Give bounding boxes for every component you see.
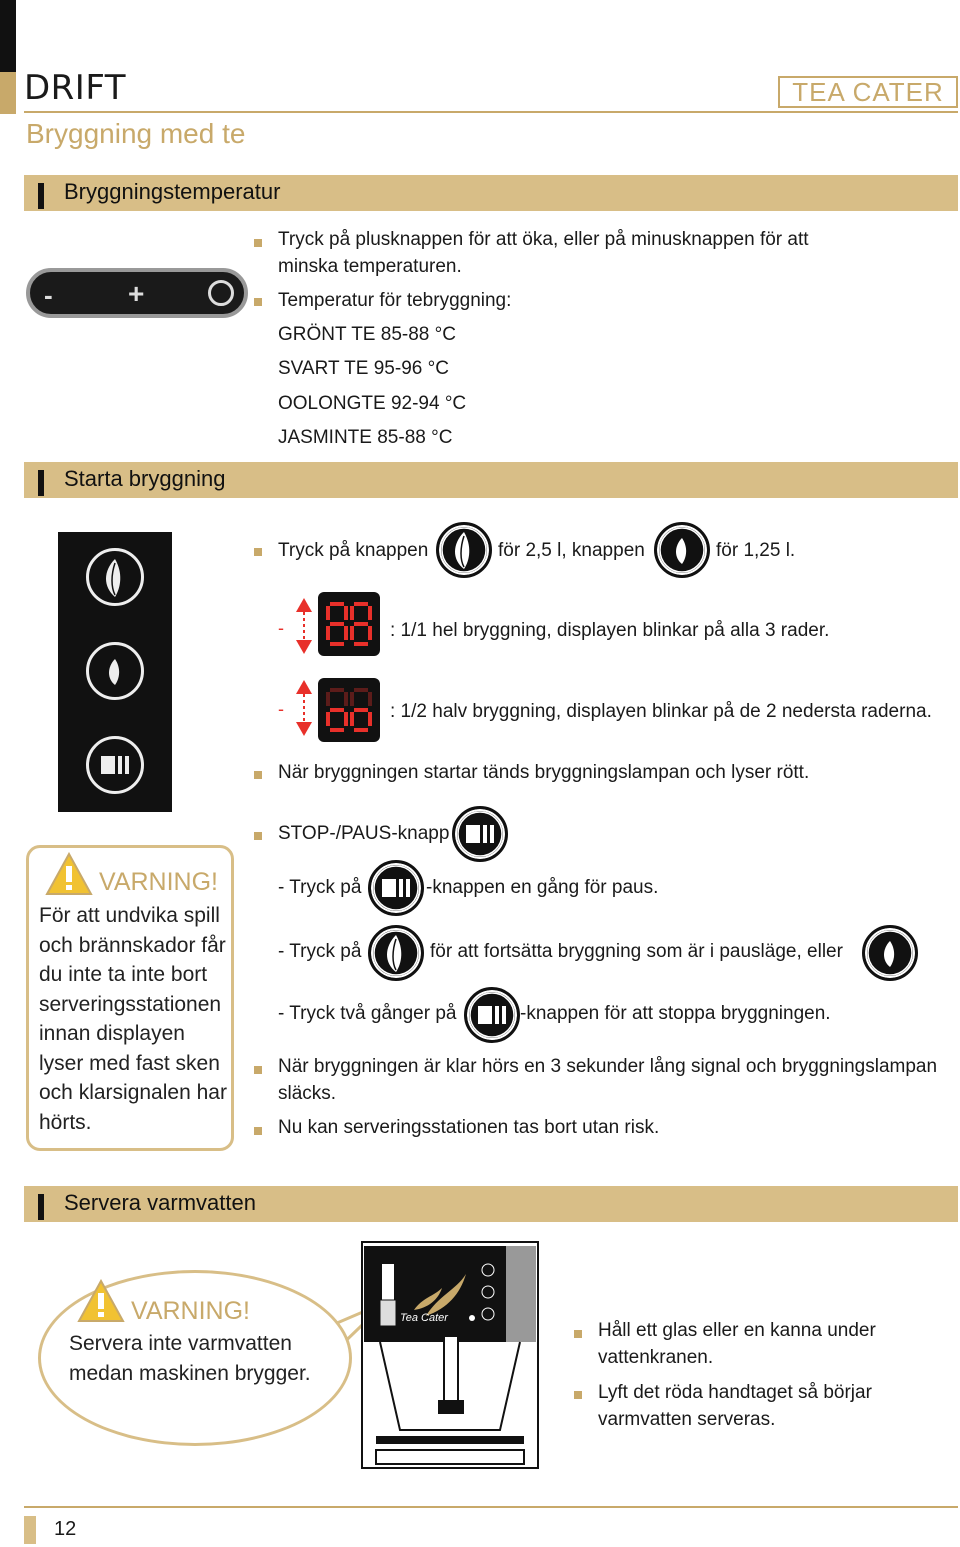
warning-box-spill <box>26 845 234 1151</box>
paragraph-temp-intro: Temperatur för tebryggning: <box>278 290 512 311</box>
text-line: lyser med fast sken <box>39 1051 220 1075</box>
text-stop-b: -knappen för att stoppa bryggningen. <box>520 1003 831 1024</box>
bullet <box>574 1330 582 1338</box>
text-line: För att undvika spill <box>39 904 220 927</box>
page-section-title: DRIFT <box>24 68 127 108</box>
small-leaf-icon <box>654 522 710 578</box>
text-continue-b: för att fortsätta bryggning som är i pausläge, eller <box>430 941 843 962</box>
page-subtitle: Bryggning med te <box>26 118 246 149</box>
stop-pause-button-icon <box>86 736 144 794</box>
text-lift-handle <box>598 1379 872 1433</box>
warning-title: VARNING! <box>131 1297 250 1325</box>
control-panel-illustration <box>58 532 172 812</box>
text-line: När bryggningen är klar hörs en 3 sekunder lång signal och bryggningslampan <box>278 1056 938 1077</box>
bullet <box>254 239 262 247</box>
text-line: varmvatten serveras. <box>598 1409 776 1430</box>
section-bar-hot-water <box>24 1186 958 1222</box>
power-ring-icon <box>208 280 234 306</box>
text-line: du inte ta inte bort <box>39 963 208 986</box>
stop-pause-icon <box>368 860 424 916</box>
text-full-brew: : 1/1 hel bryggning, displayen blinkar på alla 3 rader. <box>390 620 830 641</box>
warning-title: VARNING! <box>99 868 218 896</box>
temp-green: GRÖNT TE 85-88 °C <box>278 324 456 345</box>
text-pause-b: -knappen en gång för paus. <box>426 877 659 898</box>
display-full-brew-icon <box>318 592 380 656</box>
section-label: Bryggningstemperatur <box>64 179 281 204</box>
temp-oolong: OOLONGTE 92-94 °C <box>278 393 467 414</box>
section-marker <box>38 470 44 496</box>
bullet <box>254 1127 262 1135</box>
header-gold-bar <box>0 72 16 114</box>
page-number: 12 <box>54 1518 77 1540</box>
bullet <box>254 832 262 840</box>
bullet <box>574 1391 582 1399</box>
header-divider <box>24 111 958 113</box>
warning-triangle-icon <box>77 1279 125 1328</box>
stop-pause-icon <box>464 987 520 1043</box>
section-marker <box>38 183 44 209</box>
large-leaf-icon <box>436 522 492 578</box>
text-stop-pause-label: STOP-/PAUS-knapp <box>278 823 450 844</box>
small-leaf-button-icon <box>86 642 144 700</box>
up-down-arrows-icon <box>294 678 314 743</box>
text-line: släcks. <box>278 1083 337 1104</box>
text-half-brew: : 1/2 halv bryggning, displayen blinkar på de 2 nedersta raderna. <box>390 701 932 722</box>
text-for-25: för 2,5 l, knappen <box>498 540 645 561</box>
dash-marker: - <box>278 618 284 638</box>
display-half-brew-icon <box>318 678 380 742</box>
temp-black: SVART TE 95-96 °C <box>278 358 449 379</box>
stop-pause-icon <box>452 806 508 862</box>
text-lamp: När bryggningen startar tänds bryggningslampan och lyser rött. <box>278 762 810 783</box>
text-stop-a: - Tryck två gånger på <box>278 1003 457 1024</box>
bullet <box>254 1066 262 1074</box>
paragraph-temp-adjust <box>278 226 809 280</box>
large-leaf-icon <box>368 925 424 981</box>
text-line: Tryck på plusknappen för att öka, eller på minusknappen för att <box>278 229 809 250</box>
text-hold-glass <box>598 1317 876 1371</box>
text-line: serveringsstationen <box>39 992 222 1016</box>
large-leaf-button-icon <box>86 548 144 606</box>
text-line: Servera inte varmvatten <box>69 1332 292 1355</box>
bullet <box>254 771 262 779</box>
text-continue-a: - Tryck på <box>278 941 362 962</box>
text-press-button: Tryck på knappen <box>278 540 429 561</box>
minus-icon: - <box>44 280 53 310</box>
text-line: och brännskador får <box>39 933 226 957</box>
temp-jasmine: JASMINTE 85-88 °C <box>278 427 453 448</box>
machine-brand-label: Tea Cater <box>400 1312 448 1324</box>
warning-box-hot-water <box>38 1270 352 1446</box>
footer-marker <box>24 1516 36 1544</box>
text-line: och klarsignalen har <box>39 1081 227 1104</box>
section-label: Servera varmvatten <box>64 1190 256 1215</box>
footer-divider <box>24 1506 958 1508</box>
section-marker <box>38 1194 44 1220</box>
small-leaf-icon <box>862 925 918 981</box>
warning-body <box>69 1329 311 1388</box>
text-line: hörts. <box>39 1110 92 1134</box>
text-line: Håll ett glas eller en kanna under <box>598 1320 876 1341</box>
up-down-arrows-icon <box>294 596 314 661</box>
section-bar-temperature <box>24 175 958 211</box>
plus-icon: + <box>128 278 145 309</box>
text-line: Lyft det röda handtaget så börjar <box>598 1382 872 1403</box>
warning-triangle-icon <box>45 852 93 901</box>
warning-body <box>39 901 227 1137</box>
text-line: innan displayen <box>39 1022 185 1045</box>
text-safe: Nu kan serveringsstationen tas bort utan risk. <box>278 1117 660 1138</box>
machine-illustration <box>360 1240 540 1470</box>
text-line: medan maskinen brygger. <box>69 1361 311 1385</box>
text-for-125: för 1,25 l. <box>716 540 796 561</box>
text-line: vattenkranen. <box>598 1347 714 1368</box>
brand-label: TEA CATER <box>778 76 958 108</box>
temperature-control-illustration <box>26 268 248 318</box>
bullet <box>254 298 262 306</box>
text-done <box>278 1053 937 1107</box>
section-label: Starta bryggning <box>64 466 226 491</box>
text-line: minska temperaturen. <box>278 256 462 277</box>
dash-marker: - <box>278 699 284 719</box>
section-bar-start <box>24 462 958 498</box>
text-pause-a: - Tryck på <box>278 877 362 898</box>
bullet <box>254 548 262 556</box>
header-black-bar <box>0 0 16 72</box>
